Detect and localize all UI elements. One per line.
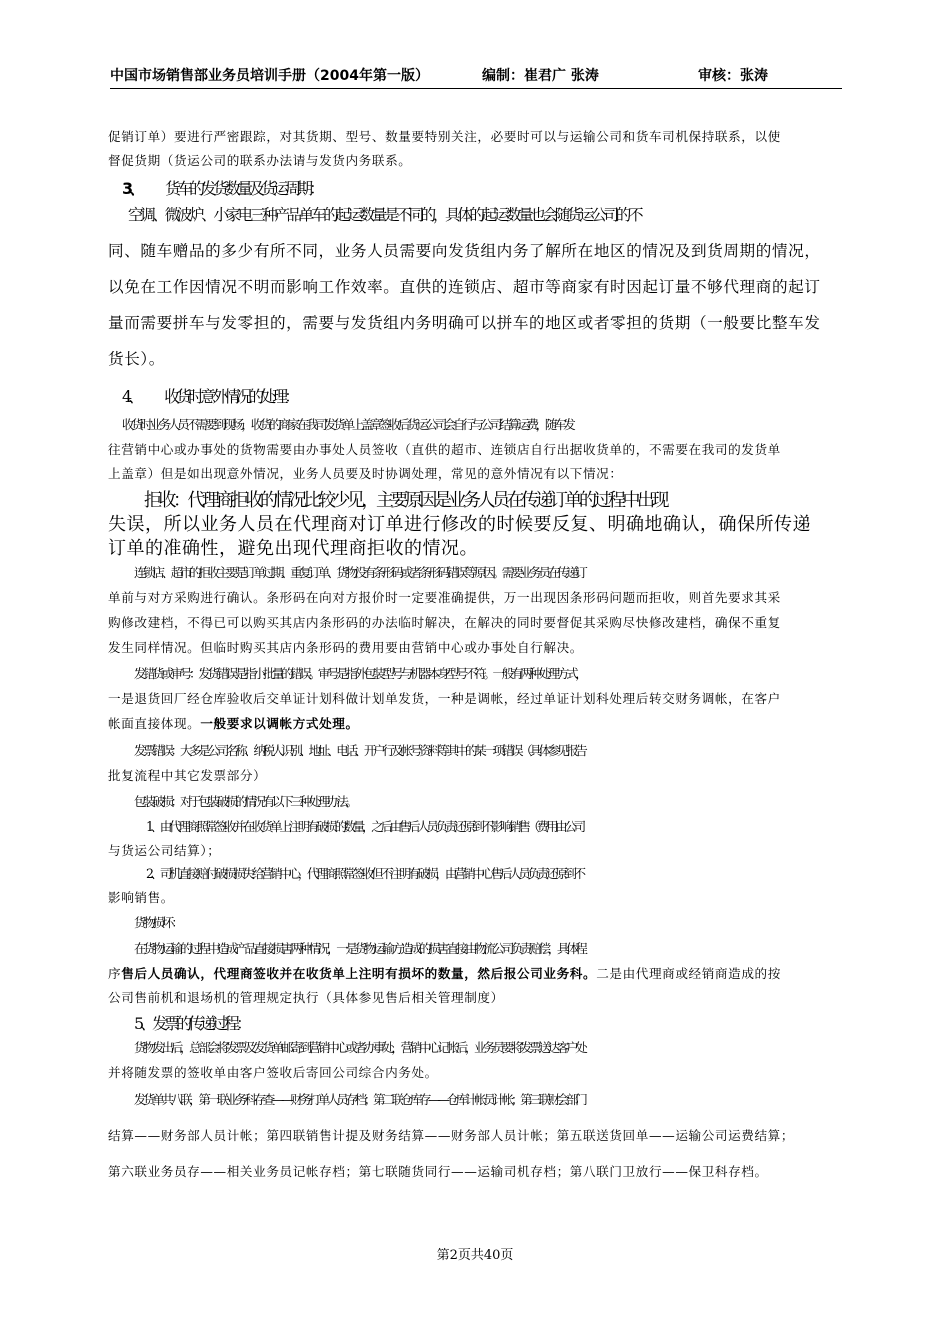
paragraph-line: 帐面直接体现。一般要求以调帐方式处理。 bbox=[108, 716, 359, 731]
paragraph-line: 并将随发票的签收单由客户签收后寄回公司综合内务处。 bbox=[108, 1065, 438, 1080]
paragraph-line: 拒收：代理商拒收的情况比较少见，主要原因是业务人员在传递订单的过程中出现 bbox=[144, 490, 666, 511]
section-heading-5: 5、发票的传递过程： bbox=[134, 1014, 249, 1033]
paragraph-line: 量而需要拼车与发零担的，需要与发货组内务明确可以拼车的地区或者零担的货期（一般要比整车发 bbox=[108, 314, 821, 332]
section-title: 货车的发货数量及货运周期： bbox=[165, 179, 322, 198]
section-title: 收货时意外情况的处理： bbox=[164, 387, 297, 406]
paragraph-line: 批复流程中其它发票部分） bbox=[108, 768, 267, 783]
paragraph-line: 单前与对方采购进行确认。条形码在向对方报价时一定要准确提供，万一出现因条形码问题而拒收，则首先要求其采 bbox=[108, 590, 781, 605]
section-heading-3 bbox=[122, 176, 858, 199]
paragraph-line: 货长）。 bbox=[108, 350, 165, 368]
paragraph-line: 一是退货回厂经仓库验收后交单证计划科做计划单发货，一种是调帐，经过单证计划科处理后转交财务调帐，在客户 bbox=[108, 691, 781, 706]
paragraph-line: 在货物运输的过程中造成产品直接损害两种情况，一是货物运输方造成的损害直接由物流公司负责赔偿，具体程 bbox=[134, 941, 585, 956]
paragraph-line: 结算——财务部人员计帐；第四联销售计提及财务结算——财务部人员计帐；第五联送货回单——运输公司运费结算； bbox=[108, 1128, 795, 1143]
paragraph-line: 发错货或审号：发货错误是指小批量的错误。审号是指外包装型号与机器本身型号不符。一般有两种处理方式， bbox=[134, 666, 585, 681]
paragraph-line: 督促货期（货运公司的联系办法请与发货内务联系。 bbox=[108, 153, 412, 168]
paragraph-line: 包装破损：对于包装破损的情况有以下三种处理办法。 bbox=[134, 794, 355, 809]
section-number: 4、 bbox=[122, 387, 141, 406]
paragraph-line: 序售后人员确认，代理商签收并在收货单上注明有损坏的数量，然后报公司业务科。二是由代理商或经销商造成的按 bbox=[108, 966, 781, 981]
reviewer-info: 审核：张涛 bbox=[698, 68, 768, 84]
paragraph-line: 往营销中心或办事处的货物需要由办事处人员签收（直供的超市、连锁店自行出据收货单的，不需要在我司的发货单 bbox=[108, 442, 781, 457]
paragraph-line: 货物发出后，总部会将发票及发货单邮寄到营销中心或者办事处，营销中心记帐后，业务员要将发票送达客户处 bbox=[134, 1040, 585, 1055]
section-heading-4 bbox=[122, 384, 858, 407]
bold-emphasis: 售后人员确认，代理商签收并在收货单上注明有损坏的数量，然后报公司业务科。 bbox=[121, 966, 597, 981]
paragraph-line: 1、由代理商照常签收并在收货单上注明有破损的数量，之后由售后人员负责还原到不影响销售（费用由公司 bbox=[146, 819, 583, 834]
paragraph-line: 订单的准确性，避免出现代理商拒收的情况。 bbox=[108, 538, 478, 559]
paragraph-line: 发货单共八联，第一联业务科存查——财务打单人员存档；第二联仓库存——仓库计帐员计帐；第三联财会部门 bbox=[134, 1092, 585, 1107]
paragraph-line: 购修改建档，不得已可以购买其店内条形码的办法临时解决，在解决的同时要督促其采购尽快修改建档，确保不重复 bbox=[108, 615, 781, 630]
editor-info: 编制：崔君广 张涛 bbox=[482, 68, 599, 84]
page-number: 第2页共40页 bbox=[436, 1248, 514, 1263]
paragraph-line: 第六联业务员存——相关业务员记帐存档；第七联随货同行——运输司机存档；第八联门卫放行——保卫科存档。 bbox=[108, 1164, 768, 1179]
paragraph-line: 连锁店、超市的拒收主要是订单过期、重复订单、货物没有条形码或者条形码错误等原因。需要业务员在传递订 bbox=[134, 565, 585, 580]
paragraph-line: 同、随车赠品的多少有所不同，业务人员需要向发货组内务了解所在地区的情况及到货周期的情况， bbox=[108, 242, 821, 260]
section-number: 3、 bbox=[122, 179, 142, 198]
paragraph-line: 促销订单）要进行严密跟踪，对其货期、型号、数量要特别关注，必要时可以与运输公司和货车司机保持联系，以使 bbox=[108, 129, 781, 144]
paragraph-line: 发生同样情况。但临时购买其店内条形码的费用要由营销中心或办事处自行解决。 bbox=[108, 640, 583, 655]
bold-emphasis: 一般要求以调帐方式处理。 bbox=[200, 716, 359, 731]
paragraph-line: 以免在工作因情况不明而影响工作效率。直供的连锁店、超市等商家有时因起订量不够代理商的起订 bbox=[108, 278, 821, 296]
paragraph-line: 与货运公司结算）； bbox=[108, 843, 221, 858]
page-header bbox=[110, 66, 842, 89]
paragraph-line: 发票错误：大多是公司名称、纳税人识别、地址、电话、开户行及帐号资料等其中的某一项错误（具体参见报告 bbox=[134, 743, 585, 758]
paragraph-line: 收货时业务人员不需要到现场，收货的商家在我司发货单上盖章签收后货运公司会自行与公司结算运费，随车发 bbox=[122, 417, 573, 432]
paragraph-line: 空调、微波炉、小家电三种产品单车的起运数量是不同的，具体的起运数量也会随货运公司的不 bbox=[128, 206, 641, 224]
paragraph-line: 公司售前机和退场机的管理规定执行（具体参见售后相关管理制度） bbox=[108, 990, 504, 1005]
paragraph-line: 货物损坏 ： bbox=[134, 915, 181, 930]
paragraph-line: 失误，所以业务人员在代理商对订单进行修改的时候要反复、明确地确认，确保所传递 bbox=[108, 514, 811, 535]
manual-title: 中国市场销售部业务员培训手册（2004年第一版） bbox=[110, 68, 429, 84]
paragraph-line: 2、司机直接赔付破损损失给营销中心，代理商照常签收但不注明有破损，由营销中心售后人员负责还原到不 bbox=[146, 866, 583, 881]
paragraph-line: 影响销售。 bbox=[108, 890, 174, 905]
paragraph-line: 上盖章）但是如出现意外情况，业务人员要及时协调处理，常见的意外情况有以下情况： bbox=[108, 466, 623, 481]
